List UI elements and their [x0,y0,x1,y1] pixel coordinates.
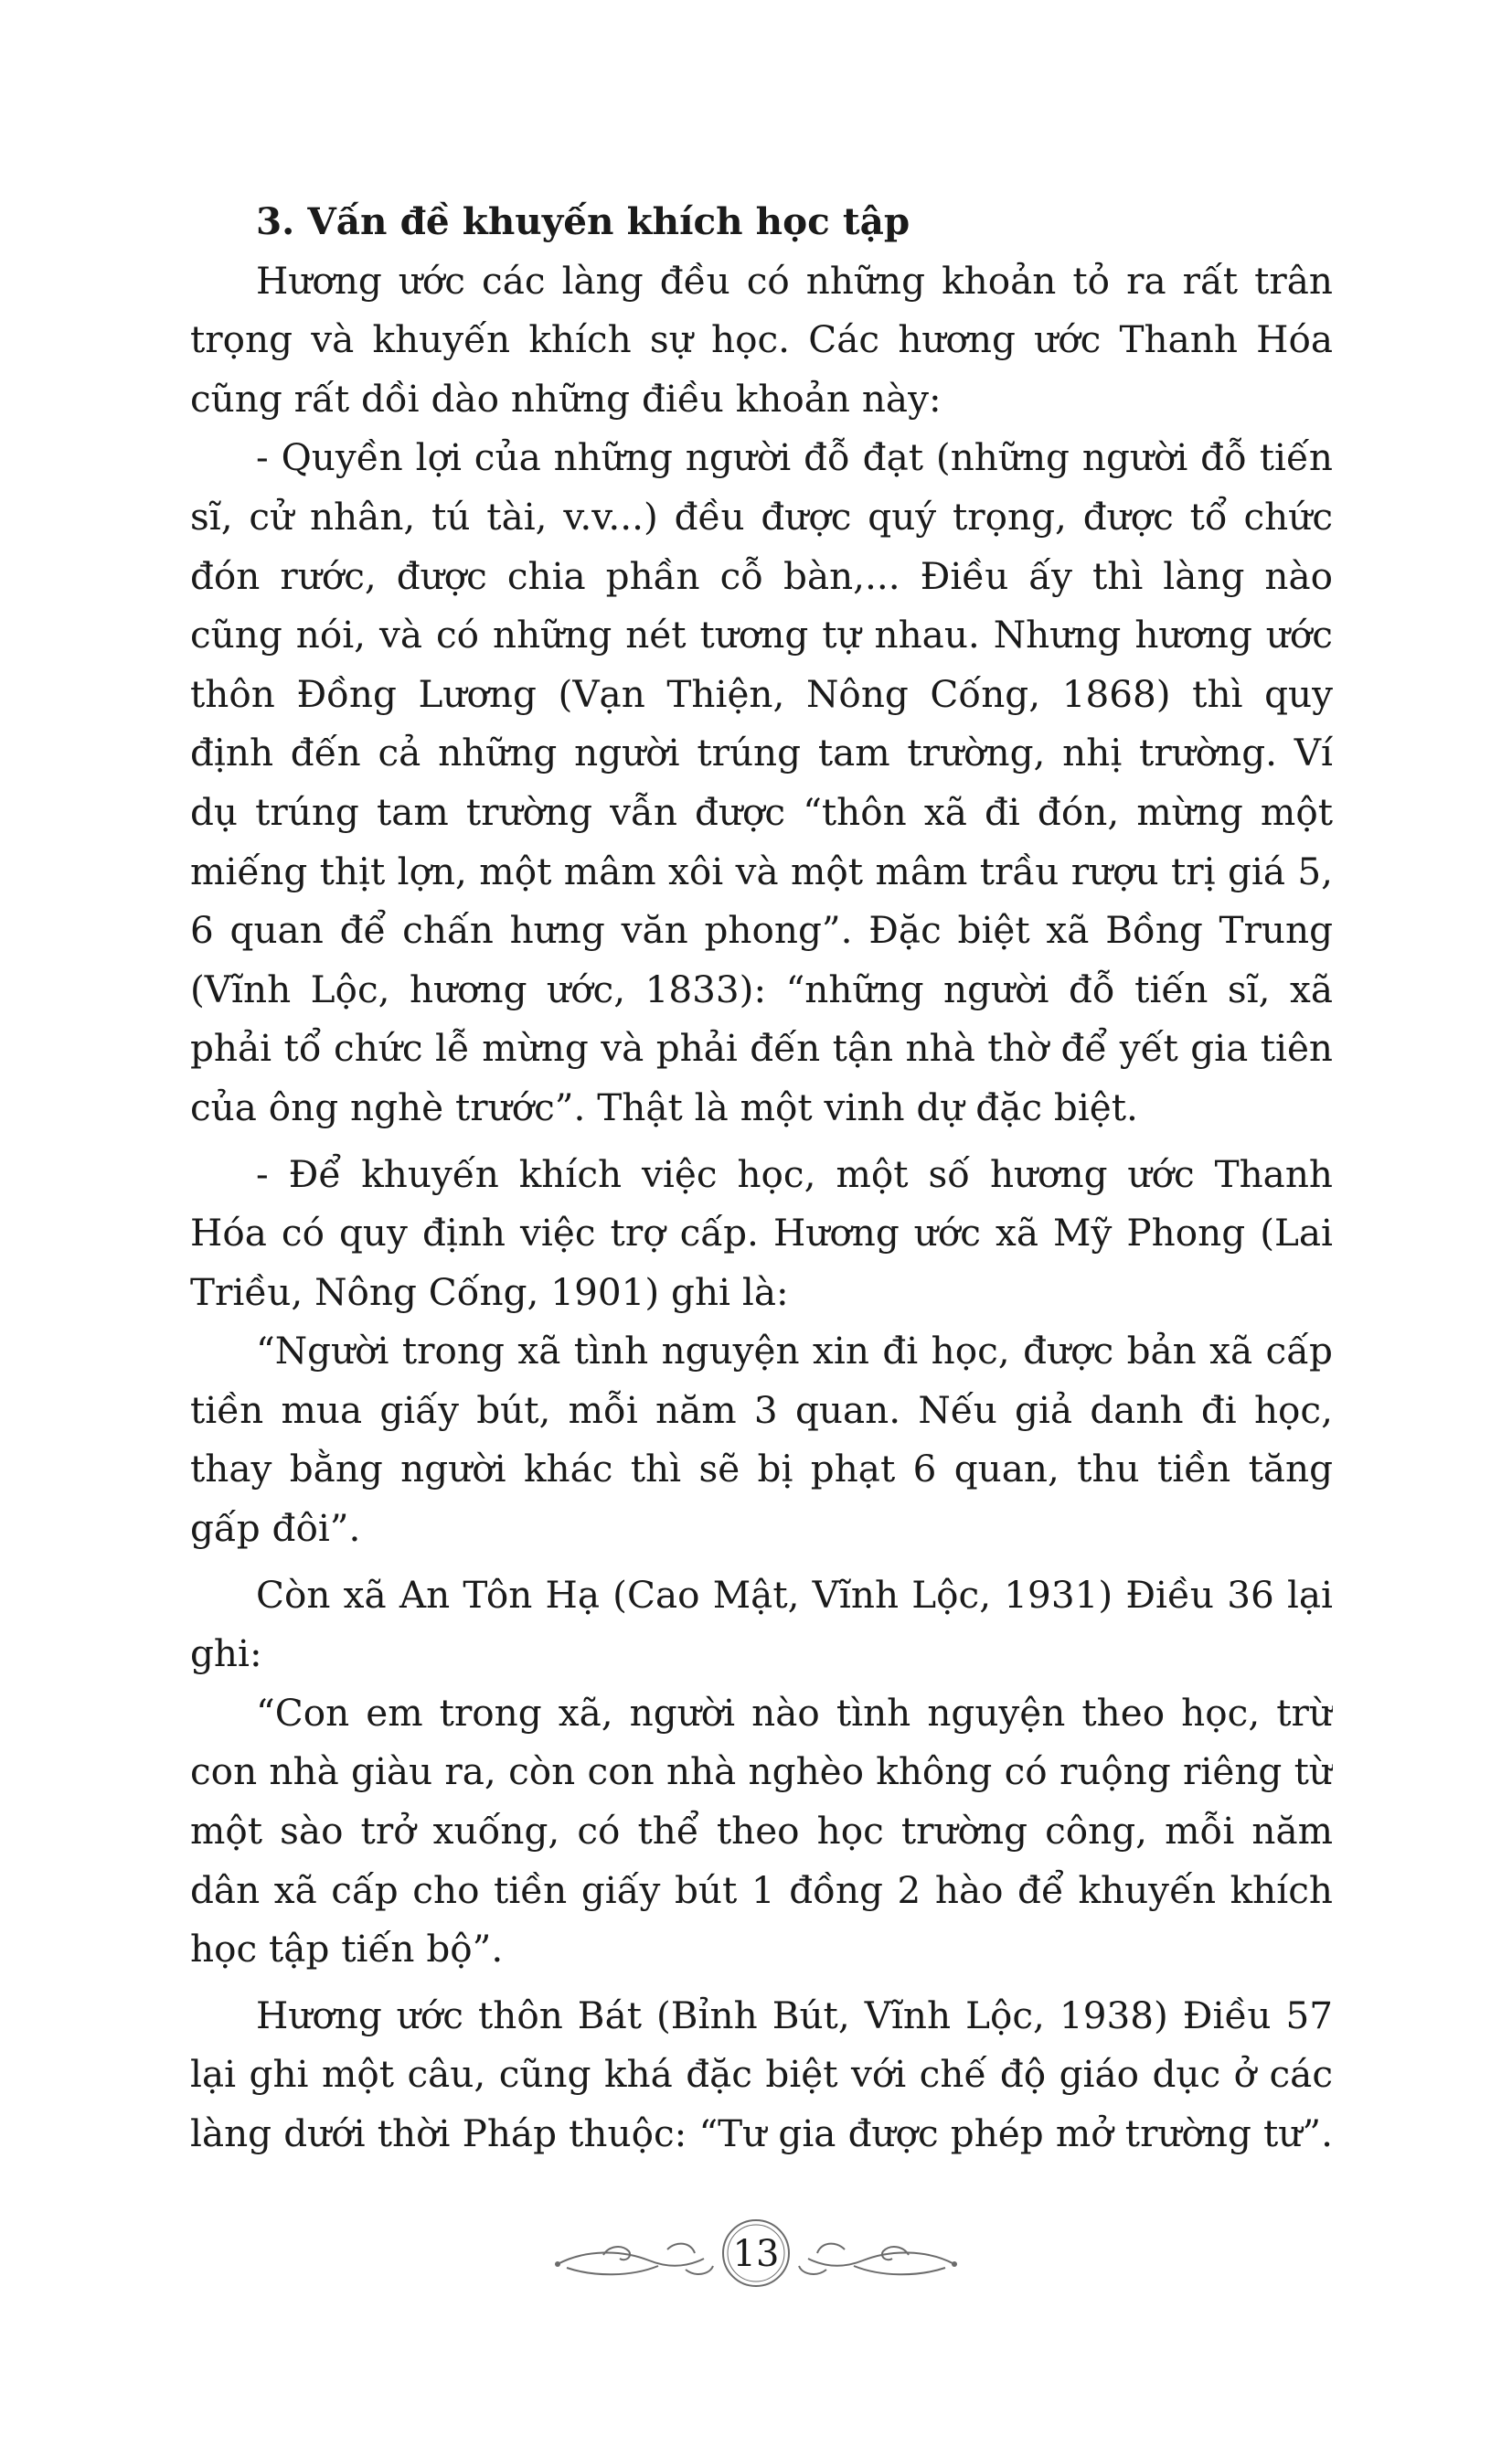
quote-paragraph: “Con em trong xã, người nào tình nguyện theo học, trừ con nhà giàu ra, còn con nhà nghèo không có ruộng riêng từ một sào trở xuống, có thể theo học trường công, mỗi năm dân xã cấp cho tiền giấy bút 1 đồng 2 hào để khuyến khích học tập tiến bộ”. [190,1690,1333,1971]
page-footer [548,2213,964,2295]
paragraph: Còn xã An Tôn Hạ (Cao Mật, Vĩnh Lộc, 1931) Điều 36 lại ghi: [190,1572,1333,1676]
paragraph: - Quyền lợi của những người đỗ đạt (những người đỗ tiến sĩ, cử nhân, tú tài, v.v...) đều được quý trọng, được tổ chức đón rước, được chia phần cỗ bàn,... Điều ấy thì làng nào cũng nói, và có những nét tương tự nhau. Nhưng hương ước thôn Đồng Lương (Vạn Thiện, Nông Cống, 1868) thì quy định đến cả những người trúng tam trường, nhị trường. Ví dụ trúng tam trường vẫn được “thôn xã đi đón, mừng một miếng thịt lợn, một mâm xôi và một mâm trầu rượu trị giá 5, 6 quan để chấn hưng văn phong”. Đặc biệt xã Bồng Trung (Vĩnh Lộc, hương ước, 1833): “những người đỗ tiến sĩ, xã phải tổ chức lễ mừng và phải đến tận nhà thờ để yết gia tiên của ông nghè trước”. Thật là một vinh dự đặc biệt. [190,435,1333,1129]
quote-paragraph: “Người trong xã tình nguyện xin đi học, được bản xã cấp tiền mua giấy bút, mỗi năm 3 quan. Nếu giả danh đi học, thay bằng người khác thì sẽ bị phạt 6 quan, thu tiền tăng gấp đôi”. [190,1329,1333,1551]
page-number: 13 [732,2233,780,2275]
section-heading: 3. Vấn đề khuyến khích học tập [256,199,910,243]
paragraph: Hương ước các làng đều có những khoản tỏ ra rất trân trọng và khuyến khích sự học. Các hương ước Thanh Hóa cũng rất dồi dào những điều khoản này: [190,258,1333,421]
paragraph: Hương ước thôn Bát (Bỉnh Bút, Vĩnh Lộc, 1938) Điều 57 lại ghi một câu, cũng khá đặc biệt với chế độ giáo dục ở các làng dưới thời Pháp thuộc: “Tư gia được phép mở trường tư”. [190,1993,1333,2155]
paragraph: - Để khuyến khích việc học, một số hương ước Thanh Hóa có quy định việc trợ cấp. Hương ước xã Mỹ Phong (Lai Triều, Nông Cống, 1901) ghi là: [190,1151,1333,1314]
page-body [190,192,1333,2158]
